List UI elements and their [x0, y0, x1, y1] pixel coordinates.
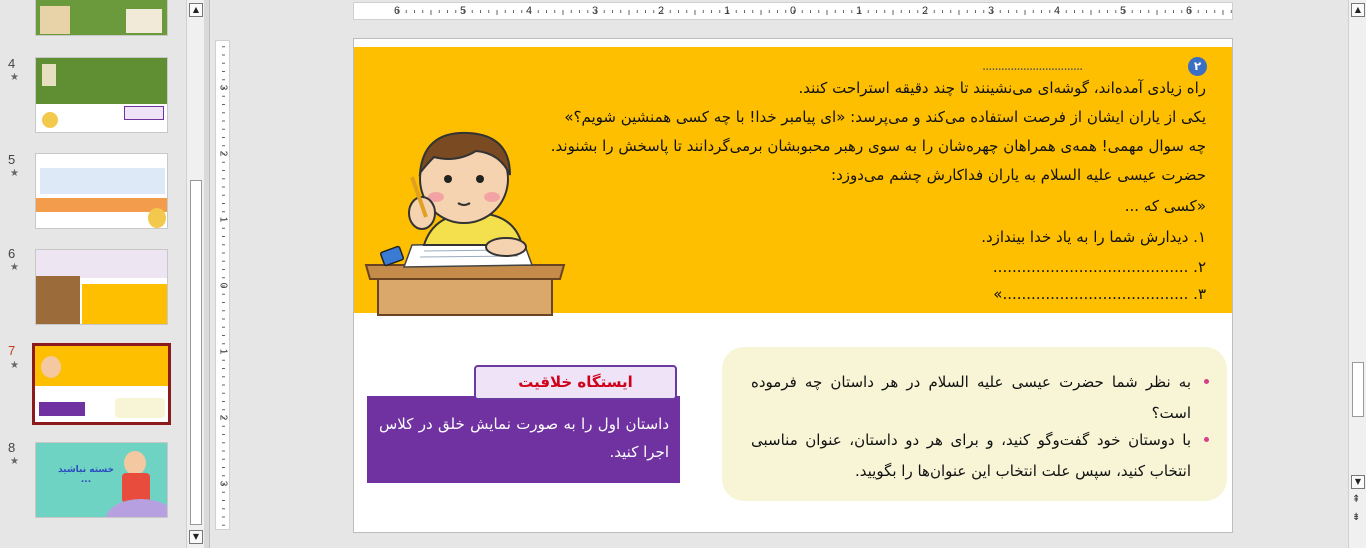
ruler-label: 2	[217, 414, 229, 421]
section-number-badge: ۲	[1188, 57, 1207, 76]
ruler-label: 3	[217, 84, 229, 91]
story-list-item-3[interactable]: ۳. .......................................»	[993, 285, 1206, 303]
ruler-label: 5	[1120, 5, 1127, 17]
ruler-label: 1	[724, 5, 731, 17]
slide-star-8: ★	[10, 456, 19, 467]
scroll-up-icon[interactable]: ▲	[1351, 3, 1365, 17]
thumbnail-pane-scrollbar[interactable]	[186, 0, 204, 548]
ruler-label: 3	[592, 5, 599, 17]
ruler-label: 1	[217, 348, 229, 355]
slide-thumbnail-4[interactable]	[35, 57, 168, 133]
slide-editing-area	[210, 0, 1348, 548]
scroll-down-icon[interactable]: ▼	[1351, 475, 1365, 489]
slide-thumbnail-3[interactable]	[35, 0, 168, 36]
creativity-station-title[interactable]: ایستگاه خلاقیت	[474, 365, 677, 400]
story-line-3[interactable]: چه سوال مهمی! همه‌ی همراهان چهره‌شان را به سوی رهبر محبوبشان برمی‌گردانند تا پاسخش را بشنوند.	[550, 137, 1206, 155]
studying-boy-illustration[interactable]	[364, 117, 569, 317]
ruler-label: 1	[217, 216, 229, 223]
slide-thumbnail-7-selected[interactable]	[32, 343, 171, 425]
story-line-1[interactable]: راه زیادی آمده‌اند، گوشه‌ای می‌نشینند تا چند دقیقه استراحت کنند.	[798, 79, 1206, 97]
story-list-item-1[interactable]: ۱. دیدارش شما را به یاد خدا بیندازد.	[981, 228, 1206, 246]
slide-number-5: 5	[8, 152, 16, 167]
ruler-label: 0	[790, 5, 797, 17]
slide-scrollbar[interactable]	[1348, 0, 1366, 548]
ruler-label: 4	[1054, 5, 1061, 17]
slide-number-7: 7	[8, 343, 16, 358]
ruler-label: 6	[1186, 5, 1193, 17]
horizontal-ruler[interactable]	[353, 2, 1233, 20]
creativity-station-box[interactable]	[367, 396, 680, 483]
pane-scroll-down-icon[interactable]: ▼	[189, 530, 203, 544]
slide-thumbnail-6[interactable]	[35, 249, 168, 325]
previous-slide-icon[interactable]: ⇞	[1352, 494, 1361, 505]
ruler-label: 4	[526, 5, 533, 17]
slide-thumbnail-pane	[0, 0, 186, 548]
ruler-label: 2	[217, 150, 229, 157]
story-line-4[interactable]: حضرت عیسی علیه السلام به یاران فداکارش چشم می‌دوزد:	[831, 166, 1206, 184]
ruler-label: 6	[394, 5, 401, 17]
fill-in-dots: ................................	[982, 59, 1083, 74]
pane-scroll-up-icon[interactable]: ▲	[189, 3, 203, 17]
pane-scroll-thumb[interactable]	[190, 180, 202, 525]
ruler-label: 2	[658, 5, 665, 17]
creativity-station-text[interactable]: داستان اول را به صورت نمایش خلق در کلاس اجرا کنید.	[379, 415, 669, 461]
slide-star-6: ★	[10, 262, 19, 273]
ruler-label: 5	[460, 5, 467, 17]
slide-number-6: 6	[8, 246, 16, 261]
thumb8-caption: خسته نباشید ...	[57, 465, 115, 485]
discussion-questions-box[interactable]	[722, 347, 1227, 501]
slide-thumbnail-8[interactable]	[35, 442, 168, 518]
slide-number-4: 4	[8, 56, 16, 71]
ruler-label: 3	[988, 5, 995, 17]
ruler-label: 1	[856, 5, 863, 17]
story-band	[354, 47, 1233, 313]
bullet-icon	[1204, 379, 1209, 384]
slide-scroll-thumb[interactable]	[1352, 362, 1364, 417]
next-slide-icon[interactable]: ⇟	[1352, 512, 1361, 523]
slide-number-8: 8	[8, 440, 16, 455]
slide-star-5: ★	[10, 168, 19, 179]
slide-thumbnail-5[interactable]	[35, 153, 168, 229]
vertical-ruler[interactable]	[215, 40, 230, 530]
story-line-2[interactable]: یکی از یاران ایشان از فرصت استفاده می‌کند و می‌پرسد: «ای پیامبر خدا! با چه کسی همنشین شویم؟»	[564, 108, 1206, 126]
story-line-5[interactable]: «کسی که ...	[1124, 197, 1206, 215]
ruler-label: 0	[217, 282, 229, 289]
story-list-item-2[interactable]: ۲. .........................................	[992, 258, 1206, 276]
slide-star-7: ★	[10, 360, 19, 371]
question-1[interactable]: به نظر شما حضرت عیسی علیه السلام در هر داستان چه فرموده است؟	[751, 373, 1191, 422]
ruler-label: 2	[922, 5, 929, 17]
slide-star-4: ★	[10, 72, 19, 83]
slide-canvas[interactable]	[353, 38, 1233, 533]
bullet-icon	[1204, 437, 1209, 442]
ruler-label: 3	[217, 480, 229, 487]
question-2[interactable]: با دوستان خود گفت‌وگو کنید، و برای هر دو داستان، عنوان مناسبی انتخاب کنید، سپس علت انتخاب این عنوان‌ها را بگویید.	[751, 431, 1191, 480]
